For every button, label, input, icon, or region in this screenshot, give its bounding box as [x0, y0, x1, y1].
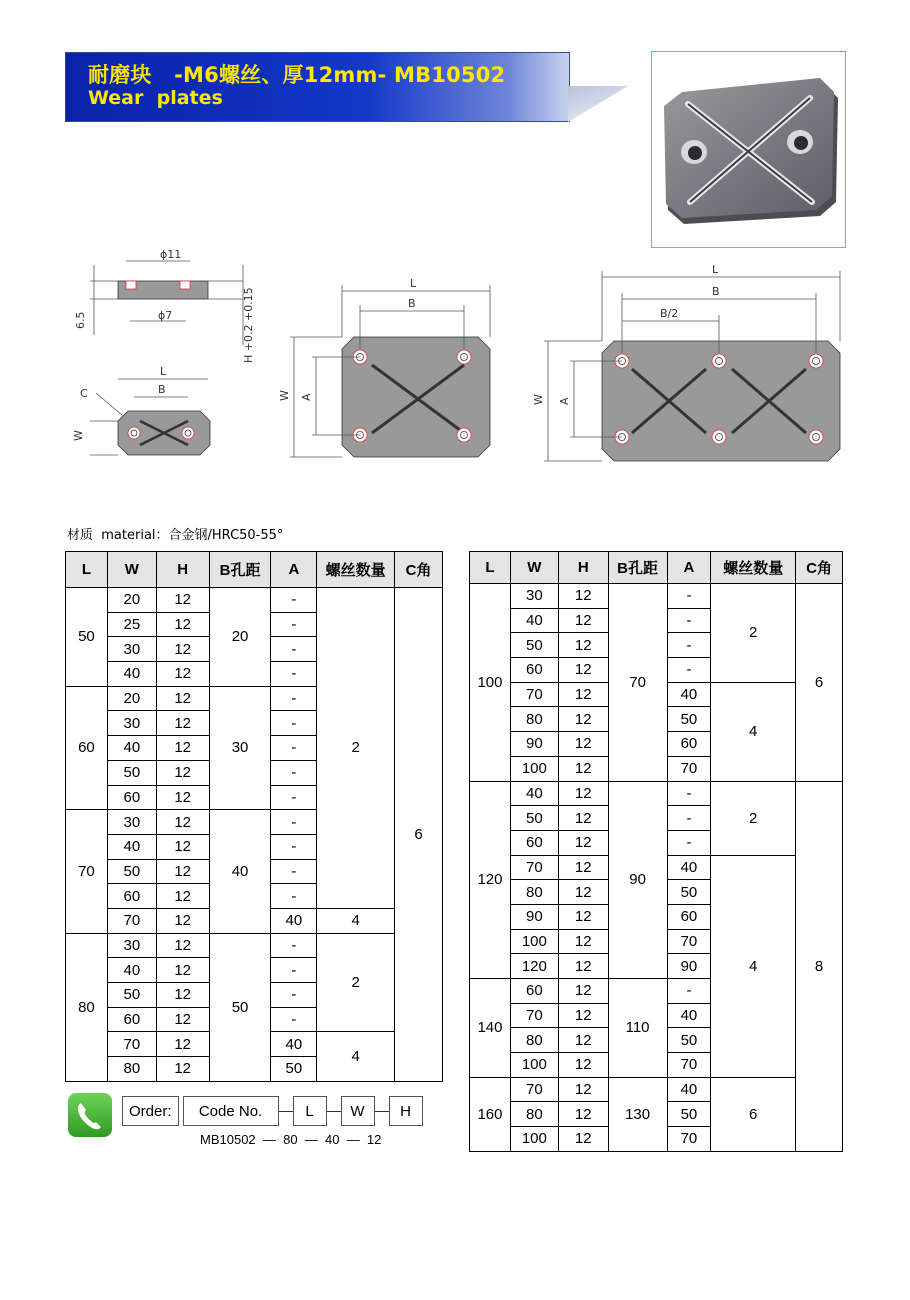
- cell-c-angle: 8: [796, 781, 843, 1151]
- cell-A: 70: [667, 1127, 711, 1152]
- cell-B: 110: [608, 979, 667, 1078]
- cell-A: -: [271, 1007, 317, 1032]
- cell-screws: 4: [317, 908, 395, 933]
- cell-H: 12: [156, 834, 209, 859]
- cell-W: 70: [510, 855, 558, 880]
- cell-A: 60: [667, 904, 711, 929]
- cell-H: 12: [156, 588, 209, 613]
- cell-H: 12: [558, 855, 608, 880]
- table-row: [470, 584, 843, 609]
- cell-W: 60: [107, 785, 156, 810]
- column-header: B孔距: [608, 552, 667, 584]
- cell-W: 30: [107, 637, 156, 662]
- banner-shine: [568, 86, 628, 122]
- cell-W: 20: [107, 588, 156, 613]
- cell-W: 60: [107, 1007, 156, 1032]
- cell-screws: 4: [317, 1032, 395, 1081]
- cell-W: 30: [107, 933, 156, 958]
- cell-H: 12: [558, 756, 608, 781]
- cell-H: 12: [558, 781, 608, 806]
- order-example: MB10502 — 80 — 40 — 12: [200, 1132, 382, 1147]
- side-view-drawing: [90, 261, 243, 345]
- cell-W: 80: [510, 1028, 558, 1053]
- cell-H: 12: [156, 884, 209, 909]
- cell-W: 100: [510, 1127, 558, 1152]
- cell-W: 70: [510, 682, 558, 707]
- cell-A: -: [271, 736, 317, 761]
- small-plate-drawing: [90, 379, 210, 455]
- small-dim-L: L: [160, 365, 167, 378]
- cell-H: 12: [558, 1028, 608, 1053]
- cell-W: 25: [107, 612, 156, 637]
- page-subtitle: Wear plates: [88, 87, 223, 109]
- cell-W: 80: [107, 1057, 156, 1082]
- column-header: W: [510, 552, 558, 584]
- cell-B: 130: [608, 1077, 667, 1151]
- mid-dim-A: A: [300, 393, 313, 401]
- cell-A: -: [271, 859, 317, 884]
- cell-W: 30: [107, 711, 156, 736]
- cell-H: 12: [558, 830, 608, 855]
- cell-A: 50: [667, 1028, 711, 1053]
- table-row: [66, 933, 443, 958]
- cell-A: 60: [667, 732, 711, 757]
- cell-A: -: [271, 983, 317, 1008]
- cell-A: 40: [667, 1077, 711, 1102]
- phone-icon: [68, 1093, 112, 1137]
- cell-A: 40: [667, 1003, 711, 1028]
- cell-W: 40: [107, 736, 156, 761]
- cell-A: -: [667, 608, 711, 633]
- spec-table-left: [65, 551, 443, 1082]
- order-code-row: [122, 1096, 423, 1126]
- product-photo: [651, 51, 846, 248]
- cell-W: 100: [510, 756, 558, 781]
- cell-W: 40: [107, 834, 156, 859]
- cell-B: 70: [608, 584, 667, 782]
- cell-L: 60: [66, 686, 108, 809]
- cell-A: -: [667, 658, 711, 683]
- cell-A: -: [271, 958, 317, 983]
- big-dim-W: W: [532, 394, 545, 405]
- page-title: 耐磨块 -M6螺丝、厚12mm- MB10502: [88, 63, 506, 87]
- small-dim-B: B: [158, 383, 166, 396]
- cell-B: 20: [209, 588, 271, 687]
- cell-W: 80: [510, 707, 558, 732]
- cell-W: 100: [510, 1053, 558, 1078]
- order-label: Order:: [122, 1096, 179, 1126]
- cell-W: 70: [107, 908, 156, 933]
- cell-A: 50: [667, 1102, 711, 1127]
- table-row: [470, 1077, 843, 1102]
- code-h-box: H: [389, 1096, 423, 1126]
- cell-W: 50: [107, 760, 156, 785]
- cell-W: 30: [510, 584, 558, 609]
- cell-screws: 4: [711, 682, 796, 781]
- dim-6-5: 6.5: [74, 311, 87, 329]
- cell-A: -: [667, 584, 711, 609]
- cell-A: 70: [667, 756, 711, 781]
- column-header: H: [156, 552, 209, 588]
- cell-H: 12: [156, 785, 209, 810]
- cell-A: -: [271, 711, 317, 736]
- technical-drawings: [60, 245, 860, 475]
- cell-A: -: [667, 979, 711, 1004]
- cell-A: -: [271, 884, 317, 909]
- cell-W: 30: [107, 810, 156, 835]
- cell-L: 80: [66, 933, 108, 1081]
- cell-A: 70: [667, 929, 711, 954]
- cell-A: -: [271, 588, 317, 613]
- cell-A: -: [271, 785, 317, 810]
- dim-phi7: ϕ7: [158, 309, 173, 322]
- cell-H: 12: [156, 1007, 209, 1032]
- cell-H: 12: [558, 732, 608, 757]
- cell-A: 40: [271, 908, 317, 933]
- cell-H: 12: [156, 686, 209, 711]
- cell-A: -: [271, 933, 317, 958]
- small-dim-W: W: [72, 430, 85, 441]
- cell-H: 12: [558, 929, 608, 954]
- table-row: [66, 588, 443, 613]
- cell-H: 12: [156, 1032, 209, 1057]
- cell-W: 50: [510, 633, 558, 658]
- cell-A: 90: [667, 954, 711, 979]
- cell-H: 12: [156, 933, 209, 958]
- cell-W: 40: [107, 958, 156, 983]
- cell-H: 12: [558, 1127, 608, 1152]
- cell-H: 12: [156, 711, 209, 736]
- cell-A: -: [271, 810, 317, 835]
- mid-dim-L: L: [410, 277, 417, 290]
- cell-screws: 2: [711, 781, 796, 855]
- column-header: C角: [395, 552, 443, 588]
- mid-dim-B: B: [408, 297, 416, 310]
- cell-A: -: [271, 760, 317, 785]
- cell-W: 90: [510, 904, 558, 929]
- material-note: 材质 material：合金钢/HRC50-55°: [67, 528, 284, 543]
- column-header: A: [667, 552, 711, 584]
- cell-A: 70: [667, 1053, 711, 1078]
- code-l-box: L: [293, 1096, 327, 1126]
- small-dim-C: C: [80, 387, 88, 400]
- code-no-box: Code No.: [183, 1096, 279, 1126]
- cell-B: 90: [608, 781, 667, 979]
- cell-H: 12: [156, 859, 209, 884]
- big-dim-L: L: [712, 263, 719, 276]
- big-dim-B: B: [712, 285, 720, 298]
- cell-A: -: [271, 834, 317, 859]
- cell-H: 12: [156, 662, 209, 687]
- cell-screws: 6: [711, 1077, 796, 1151]
- cell-W: 100: [510, 929, 558, 954]
- cell-H: 12: [156, 983, 209, 1008]
- big-dim-B2: B/2: [660, 307, 679, 320]
- cell-H: 12: [156, 958, 209, 983]
- six-hole-plate-drawing: [544, 271, 840, 461]
- cell-H: 12: [558, 1003, 608, 1028]
- column-header: A: [271, 552, 317, 588]
- cell-H: 12: [156, 760, 209, 785]
- cell-H: 12: [558, 707, 608, 732]
- code-w-box: W: [341, 1096, 375, 1126]
- cell-A: -: [271, 637, 317, 662]
- column-header: L: [470, 552, 511, 584]
- mid-dim-W: W: [278, 390, 291, 401]
- column-header: H: [558, 552, 608, 584]
- cell-W: 50: [107, 983, 156, 1008]
- cell-H: 12: [558, 584, 608, 609]
- cell-H: 12: [558, 979, 608, 1004]
- cell-A: 40: [667, 682, 711, 707]
- cell-H: 12: [156, 637, 209, 662]
- cell-H: 12: [558, 633, 608, 658]
- cell-W: 40: [510, 608, 558, 633]
- table-header-row: [470, 552, 843, 584]
- dim-phi11: ϕ11: [160, 248, 182, 261]
- column-header: 螺丝数量: [317, 552, 395, 588]
- cell-screws: 2: [317, 933, 395, 1032]
- cell-A: -: [667, 633, 711, 658]
- cell-W: 70: [510, 1003, 558, 1028]
- cell-A: 40: [271, 1032, 317, 1057]
- cell-H: 12: [156, 908, 209, 933]
- cell-H: 12: [558, 682, 608, 707]
- cell-W: 60: [510, 658, 558, 683]
- cell-H: 12: [156, 1057, 209, 1082]
- cell-A: 40: [667, 855, 711, 880]
- cell-W: 50: [107, 859, 156, 884]
- cell-H: 12: [558, 608, 608, 633]
- cell-A: -: [271, 662, 317, 687]
- cell-screws: 4: [711, 855, 796, 1077]
- cell-H: 12: [156, 736, 209, 761]
- cell-W: 80: [510, 880, 558, 905]
- cell-H: 12: [558, 954, 608, 979]
- cell-W: 90: [510, 732, 558, 757]
- cell-W: 50: [510, 806, 558, 831]
- cell-A: 50: [667, 707, 711, 732]
- column-header: L: [66, 552, 108, 588]
- column-header: B孔距: [209, 552, 271, 588]
- cell-H: 12: [558, 806, 608, 831]
- spec-table-right: [469, 551, 843, 1152]
- cell-A: 50: [271, 1057, 317, 1082]
- cell-H: 12: [558, 658, 608, 683]
- cell-W: 40: [510, 781, 558, 806]
- table-header-row: [66, 552, 443, 588]
- cell-B: 30: [209, 686, 271, 809]
- cell-L: 160: [470, 1077, 511, 1151]
- cell-screws: 2: [711, 584, 796, 683]
- column-header: C角: [796, 552, 843, 584]
- cell-A: -: [667, 806, 711, 831]
- cell-A: -: [271, 612, 317, 637]
- cell-W: 70: [107, 1032, 156, 1057]
- cell-H: 12: [558, 880, 608, 905]
- cell-H: 12: [558, 1102, 608, 1127]
- cell-L: 100: [470, 584, 511, 782]
- dim-h-tol: H +0.2 +0.15: [242, 287, 255, 363]
- column-header: W: [107, 552, 156, 588]
- cell-H: 12: [156, 810, 209, 835]
- cell-W: 60: [510, 830, 558, 855]
- cell-c-angle: 6: [796, 584, 843, 782]
- cell-A: -: [667, 781, 711, 806]
- cell-W: 70: [510, 1077, 558, 1102]
- cell-L: 140: [470, 979, 511, 1078]
- cell-B: 40: [209, 810, 271, 933]
- cell-H: 12: [558, 904, 608, 929]
- cell-A: -: [271, 686, 317, 711]
- column-header: 螺丝数量: [711, 552, 796, 584]
- big-dim-A: A: [558, 397, 571, 405]
- cell-L: 50: [66, 588, 108, 687]
- cell-B: 50: [209, 933, 271, 1081]
- four-hole-plate-drawing: [290, 285, 490, 457]
- cell-W: 60: [107, 884, 156, 909]
- cell-H: 12: [156, 612, 209, 637]
- cell-W: 40: [107, 662, 156, 687]
- cell-A: 50: [667, 880, 711, 905]
- cell-W: 60: [510, 979, 558, 1004]
- cell-W: 20: [107, 686, 156, 711]
- cell-L: 120: [470, 781, 511, 979]
- table-row: [470, 781, 843, 806]
- cell-screws: 2: [317, 588, 395, 909]
- cell-L: 70: [66, 810, 108, 933]
- cell-W: 120: [510, 954, 558, 979]
- cell-H: 12: [558, 1053, 608, 1078]
- cell-c-angle: 6: [395, 588, 443, 1082]
- cell-A: -: [667, 830, 711, 855]
- cell-W: 80: [510, 1102, 558, 1127]
- title-banner: [65, 52, 570, 122]
- cell-H: 12: [558, 1077, 608, 1102]
